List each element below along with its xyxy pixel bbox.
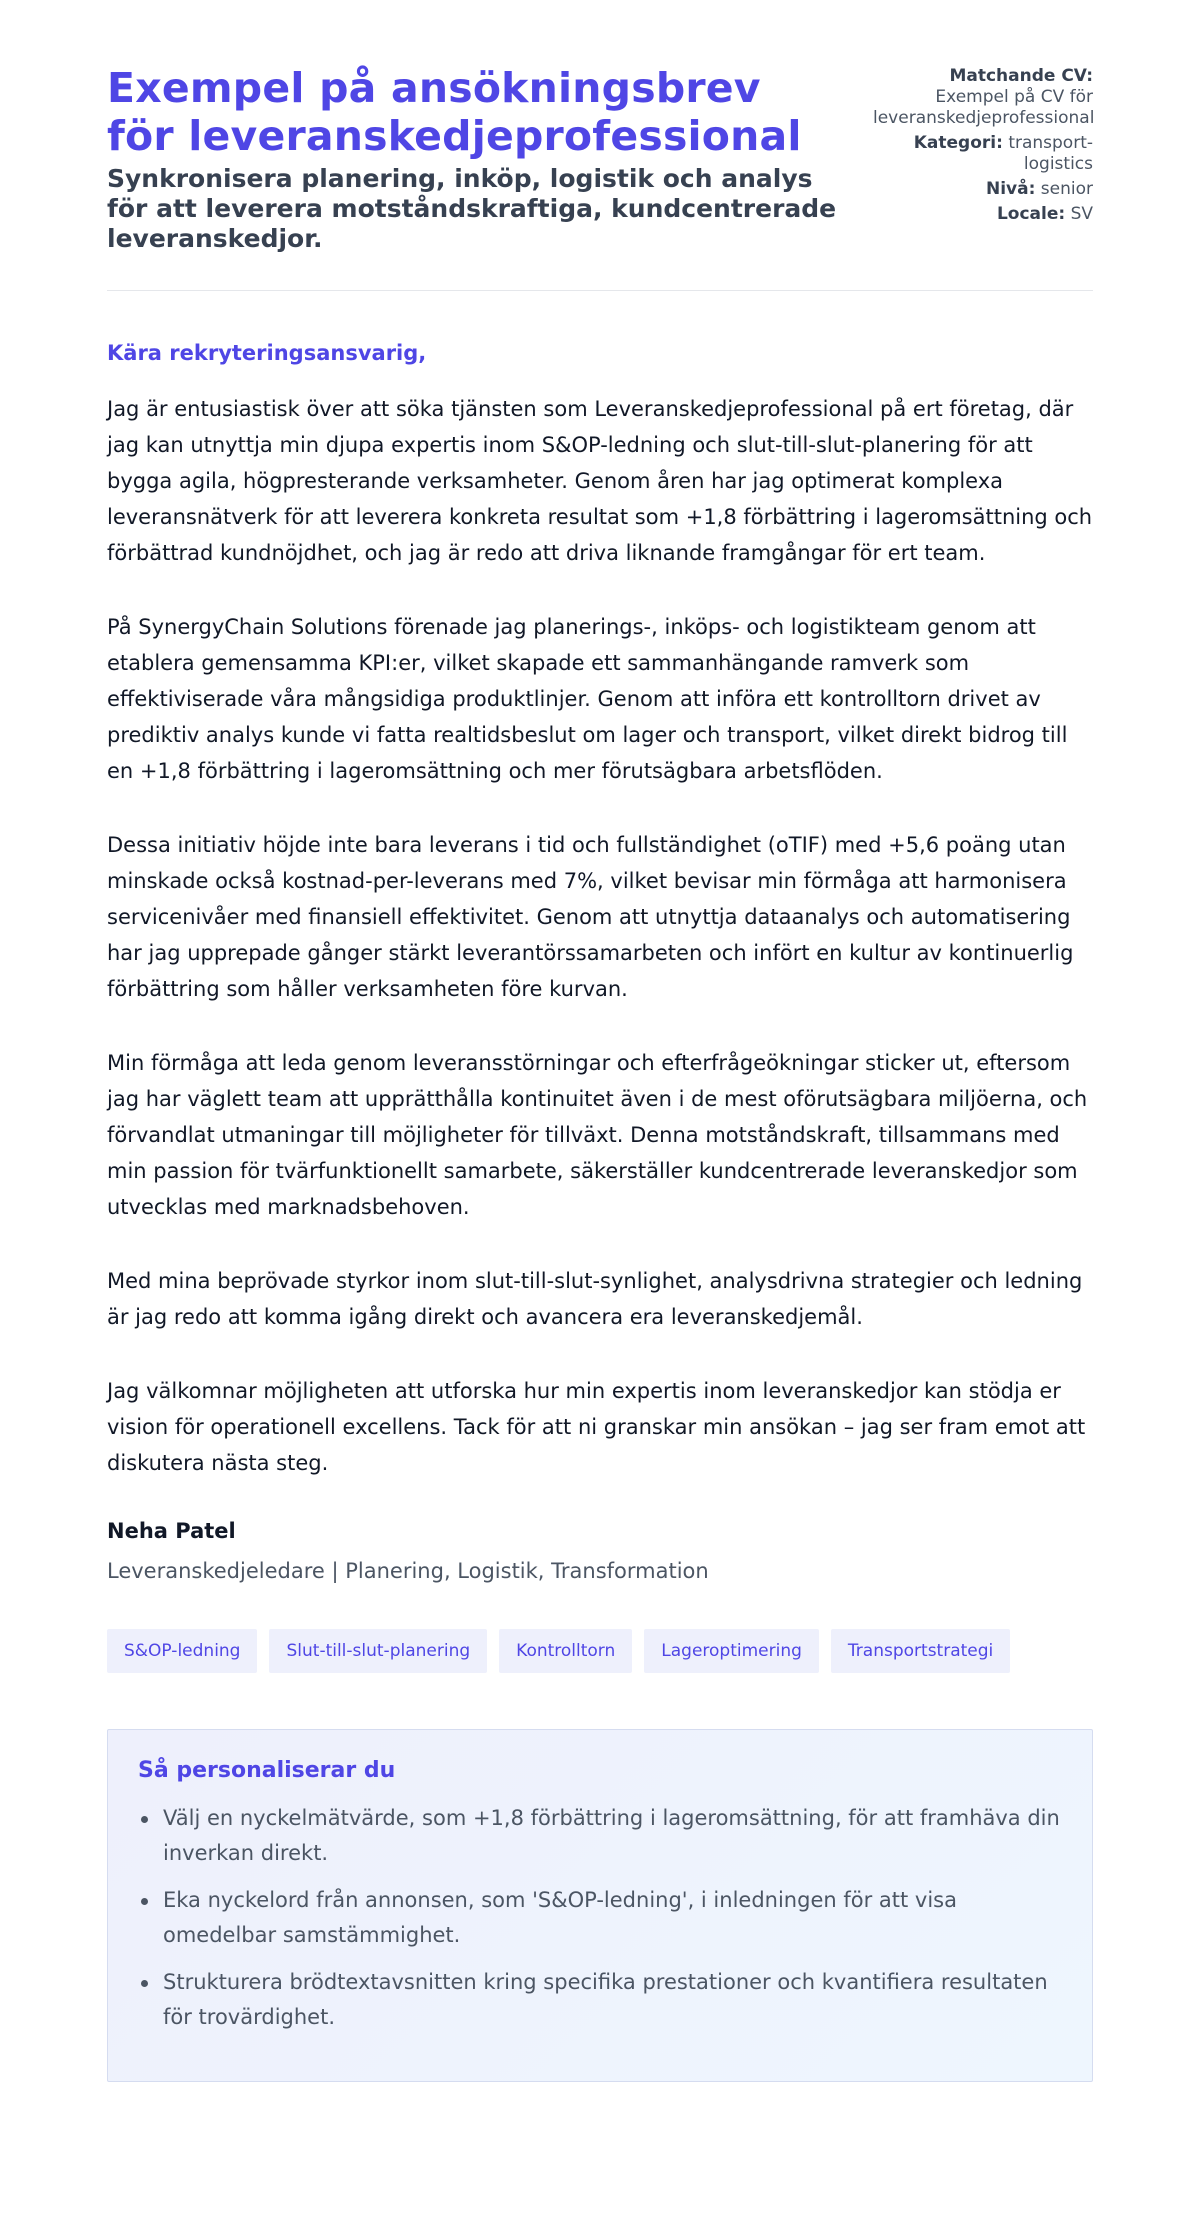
skill-tag: Transportstrategi <box>831 1629 1010 1673</box>
page-title: Exempel på ansökningsbrev för leveranskedjeprofessional <box>107 64 802 160</box>
tips-item <box>138 1965 1062 2035</box>
meta-label: Locale: <box>996 204 1066 224</box>
tips-list <box>138 1801 1062 2035</box>
meta-label: Nivå: <box>985 179 1036 199</box>
tips-item-text: Välj en nyckelmätvärde, som +1,8 förbättring i lageromsättning, för att framhäva din inverkan direkt. <box>163 1806 1060 1865</box>
page-header <box>107 0 1093 254</box>
page-subtitle: Synkronisera planering, inköp, logistik och analys för att leverera motståndskraftiga, kundcentrerade leveranskedjor. <box>107 164 837 253</box>
letter-paragraph: Jag är entusiastisk över att söka tjänsten som Leveranskedjeprofessional på ert företag, där jag kan utnyttja min djupa expertis inom S&OP-ledning och slut-till-slut-planering för att bygga agila, högpresterande verksamheter. Genom åren har jag optimerat komplexa leveransnätverk för att leverera konkreta resultat som +1,8 förbättring i lageromsättning och förbättrad kundnöjdhet, och jag är redo att driva liknande framgångar för ert team. <box>107 397 1093 565</box>
signature-name: Neha Patel <box>107 1519 236 1543</box>
letter-salutation: Kära rekryteringsansvarig, <box>107 341 427 365</box>
letter-paragraph: Med mina beprövade styrkor inom slut-till-slut-synlighet, analysdrivna strategier och ledning är jag redo att komma igång direkt och avancera era leveranskedjemål. <box>107 1269 1083 1329</box>
header-left <box>107 64 837 254</box>
signature-block <box>107 1519 1093 1583</box>
meta-matching-cv <box>873 66 1093 129</box>
letter-paragraph: Dessa initiativ höjde inte bara leverans i tid och fullständighet (oTIF) med +5,6 poäng utan minskade också kostnad-per-leverans med 7%, vilket bevisar min förmåga att harmonisera servicenivåer med finansiell effektivitet. Genom att utnyttja dataanalys och automatisering har jag upprepade gånger stärkt leverantörssamarbeten och infört en kultur av kontinuerlig förbättring som håller verksamheten före kurvan. <box>107 833 1074 1001</box>
bullet-icon <box>141 1816 148 1823</box>
skill-tag: Slut-till-slut-planering <box>269 1629 487 1673</box>
meta-locale <box>873 204 1093 225</box>
meta-value: SV <box>1070 204 1093 224</box>
bullet-icon <box>141 1898 148 1905</box>
meta-label: Kategori: <box>913 133 1003 153</box>
letter-paragraph: Min förmåga att leda genom leveransstörningar och efterfrågeökningar sticker ut, eftersom jag har väglett team att upprätthålla kontinuitet även i de mest oförutsägbara miljöerna, och förvandlat utmaningar till möjligheter för tillväxt. Denna motståndskraft, tillsammans med min passion för tvärfunktionellt samarbete, säkerställer kundcentrerade leveranskedjor som utvecklas med marknadsbehoven. <box>107 1051 1088 1219</box>
letter-body <box>107 391 1093 1481</box>
skill-tag: Kontrolltorn <box>499 1629 632 1673</box>
meta-label: Matchande CV: <box>949 66 1093 86</box>
skill-tags <box>107 1629 1093 1673</box>
signature-role: Leveranskedjeledare | Planering, Logistik, Transformation <box>107 1559 709 1583</box>
skill-tag: S&OP-ledning <box>107 1629 257 1673</box>
meta-level <box>873 179 1093 200</box>
skill-tag: Lageroptimering <box>644 1629 819 1673</box>
tips-item <box>138 1801 1062 1871</box>
tips-title: Så personaliserar du <box>138 1758 396 1783</box>
header-divider <box>107 290 1093 291</box>
meta-value: senior <box>1040 179 1093 199</box>
meta-panel <box>873 66 1093 229</box>
bullet-icon <box>141 1980 148 1987</box>
personalization-tips-box <box>107 1729 1093 2082</box>
meta-value: Exempel på CV för leveranskedjeprofessional <box>873 87 1095 128</box>
meta-value: transport-logistics <box>1008 133 1093 174</box>
tips-item-text: Strukturera brödtextavsnitten kring specifika prestationer och kvantifiera resultaten för trovärdighet. <box>163 1970 1048 2029</box>
tips-item-text: Eka nyckelord från annonsen, som 'S&OP-ledning', i inledningen för att visa omedelbar samstämmighet. <box>163 1888 957 1947</box>
letter-paragraph: Jag välkomnar möjligheten att utforska hur min expertis inom leveranskedjor kan stödja er vision för operationell excellens. Tack för att ni granskar min ansökan – jag ser fram emot att diskutera nästa steg. <box>107 1379 1086 1475</box>
tips-item <box>138 1883 1062 1953</box>
letter-paragraph: På SynergyChain Solutions förenade jag planerings-, inköps- och logistikteam genom att etablera gemensamma KPI:er, vilket skapade ett sammanhängande ramverk som effektiviserade våra mångsidiga produktlinjer. Genom att införa ett kontrolltorn drivet av prediktiv analys kunde vi fatta realtidsbeslut om lager och transport, vilket direkt bidrog till en +1,8 förbättring i lageromsättning och mer förutsägbara arbetsflöden. <box>107 615 1068 783</box>
meta-category <box>873 133 1093 175</box>
